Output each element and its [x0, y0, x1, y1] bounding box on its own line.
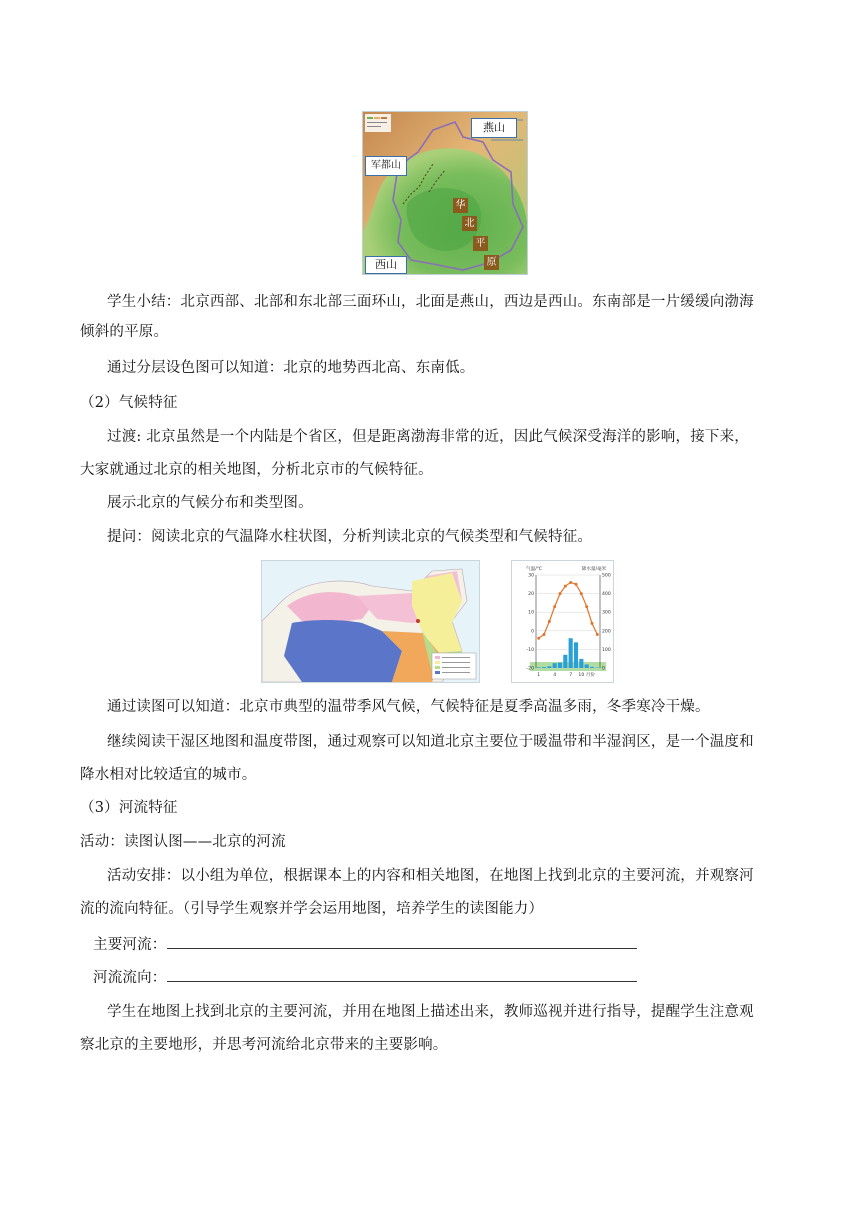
paragraph-arrangement-line1: 活动安排：以小组为单位，根据课本上的内容和相关地图，在地图上找到北京的主要河流，并观察河	[107, 868, 754, 884]
paragraph-zones-line2: 降水相对比较适宜的城市。	[80, 767, 257, 783]
precipitation-bar	[585, 664, 589, 668]
temperature-point	[569, 581, 572, 584]
precipitation-bar	[542, 667, 546, 668]
month-tick-label: 10 月份	[578, 673, 595, 678]
temperature-point	[559, 592, 562, 595]
precipitation-bar	[590, 667, 594, 668]
precipitation-axis-title: 降水量/毫米	[581, 567, 607, 572]
precipitation-bar	[553, 663, 557, 668]
paragraph-transition-line2: 大家就通过北京的相关地图，分析北京市的气候特征。	[80, 462, 433, 478]
paragraph-summary-line2: 倾斜的平原。	[80, 324, 169, 340]
precipitation-tick-label: 500	[602, 573, 611, 579]
activity-title: 活动：读图认图——北京的河流	[80, 834, 286, 850]
label-plain-3: 平	[473, 236, 488, 251]
river-direction-row	[93, 967, 637, 988]
temperature-tick-label: 0	[531, 629, 534, 635]
paragraph-students-line1: 学生在地图上找到北京的主要河流，并用在地图上描述出来，教师巡视并进行指导，提醒学生注意观	[107, 1004, 754, 1020]
temperature-point	[543, 633, 546, 636]
temperature-tick-label: -10	[526, 647, 534, 653]
temperature-point	[580, 592, 583, 595]
precipitation-tick-label: 100	[602, 647, 611, 653]
beijing-climate-chart	[511, 560, 614, 683]
temperature-point	[585, 605, 588, 608]
temperature-point	[591, 622, 594, 625]
label-plain-4: 原	[484, 255, 499, 270]
section-heading-rivers: （3）河流特征	[80, 800, 178, 816]
precipitation-bar	[569, 638, 573, 668]
river-direction-label: 河流流向：	[93, 970, 167, 986]
paragraph-summary-line1: 学生小结：北京西部、北部和东北部三面环山，北面是燕山，西边是西山。东南部是一片缓缓向渤海	[107, 294, 754, 310]
precipitation-bar	[558, 663, 562, 668]
temperature-tick-label: 30	[528, 573, 534, 579]
temperature-tick-label: 10	[528, 610, 534, 616]
precipitation-tick-label: 0	[602, 666, 605, 672]
temperature-point	[575, 583, 578, 586]
main-rivers-row	[93, 934, 637, 955]
precipitation-tick-label: 400	[602, 592, 611, 598]
chart-base-band	[530, 662, 606, 671]
precipitation-bar	[537, 667, 541, 668]
precipitation-tick-label: 200	[602, 629, 611, 635]
paragraph-zones-line1: 继续阅读干湿区地图和温度带图，通过观察可以知道北京主要位于暖温带和半湿润区，是一个温度和	[107, 734, 754, 750]
temperature-point	[537, 637, 540, 640]
precipitation-tick-label: 300	[602, 610, 611, 616]
temperature-point	[548, 620, 551, 623]
paragraph-terrain: 通过分层设色图可以知道：北京的地势西北高、东南低。	[107, 360, 475, 376]
paragraph-show-maps: 展示北京的气候分布和类型图。	[107, 495, 313, 511]
label-plain-2: 北	[462, 216, 477, 231]
precipitation-bar	[563, 655, 567, 668]
climate-chart-svg	[512, 561, 613, 682]
precipitation-bar	[574, 642, 578, 668]
temperature-tick-label: -20	[526, 666, 534, 672]
paragraph-transition-line1: 过渡: 北京虽然是一个内陆是个省区，但是距离渤海非常的近，因此气候深受海洋的影响，接下来，	[107, 429, 749, 445]
month-tick-label: 7	[569, 673, 573, 678]
month-tick-label: 4	[553, 673, 557, 678]
paragraph-climate-conclusion: 通过读图可以知道：北京市典型的温带季风气候，气候特征是夏季高温多雨，冬季寒冷干燥。	[107, 699, 710, 715]
section-heading-climate: （2）气候特征	[80, 395, 178, 411]
river-direction-blank[interactable]	[167, 967, 637, 982]
label-yanshan: 燕山	[471, 118, 517, 138]
paragraph-students-line2: 察北京的主要地形，并思考河流给北京带来的主要影响。	[80, 1037, 448, 1053]
month-tick-label: 1	[537, 673, 541, 678]
temperature-point	[553, 605, 556, 608]
climate-distribution-map	[261, 560, 480, 683]
label-plain-1: 华	[453, 198, 468, 213]
temperature-tick-label: 20	[528, 592, 534, 598]
paragraph-arrangement-line2: 流的流向特征。（引导学生观察并学会运用地图，培养学生的读图能力）	[80, 901, 544, 917]
precipitation-bar	[547, 666, 551, 668]
temperature-axis-title: 气温/℃	[526, 567, 542, 572]
paragraph-question: 提问：阅读北京的气温降水柱状图，分析判读北京的气候类型和气候特征。	[107, 529, 593, 545]
temperature-point	[596, 633, 599, 636]
precipitation-bar	[579, 659, 583, 668]
climate-map-image	[262, 561, 479, 682]
label-jundushan: 军都山	[365, 156, 407, 176]
main-rivers-blank[interactable]	[167, 934, 637, 949]
label-xishan: 西山	[365, 256, 407, 274]
beijing-topographic-map	[362, 111, 528, 275]
main-rivers-label: 主要河流：	[93, 937, 167, 953]
temperature-point	[564, 585, 567, 588]
